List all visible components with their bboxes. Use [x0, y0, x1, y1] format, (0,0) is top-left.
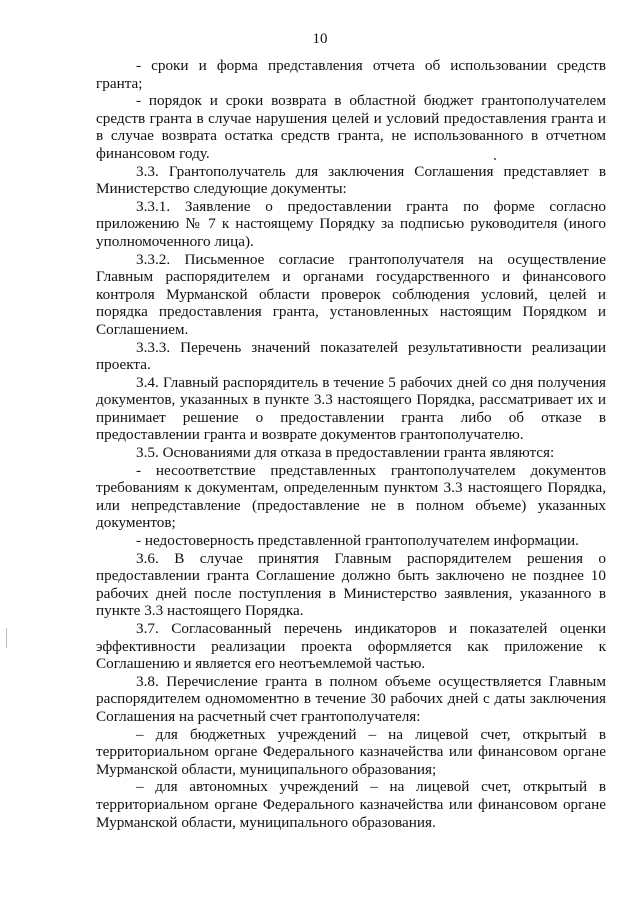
- document-body: [96, 57, 606, 831]
- scan-speck: [494, 158, 496, 160]
- paragraph-3-3-2: 3.3.2. Письменное согласие грантополучателя на осуществление Главным распорядителем и органами государственного и финансового контроля Мурманской области проверок соблюдения условий, целей и порядка предоставления гранта, установленных настоящим Порядком и Соглашением.: [96, 250, 606, 338]
- paragraph-3-3-1: 3.3.1. Заявление о предоставлении гранта по форме согласно приложению № 7 к настоящему Порядку за подписью руководителя (иного уполномоченного лица).: [96, 197, 606, 250]
- paragraph-autonomous-institutions: – для автономных учреждений – на лицевой счет, открытый в территориальном органе Федерального казначейства или финансовом органе Мурманской области, муниципального образования.: [96, 778, 606, 831]
- paragraph-refusal-mismatch: - несоответствие представленных грантополучателем документов требованиям к документам, определенным пунктом 3.3 настоящего Порядка, или непредставление (предоставление не в полном объеме) указанных документов;: [96, 461, 606, 532]
- paragraph-budget-institutions: – для бюджетных учреждений – на лицевой счет, открытый в территориальном органе Федерального казначейства или финансовом органе Мурманской области, муниципального образования;: [96, 725, 606, 778]
- paragraph-3-4: 3.4. Главный распорядитель в течение 5 рабочих дней со дня получения документов, указанных в пункте 3.3 настоящего Порядка, рассматривает их и принимает решение о предоставлении гранта либо об отказе в предоставлении гранта и возврате документов грантополучателю.: [96, 373, 606, 444]
- paragraph-3-3-3: 3.3.3. Перечень значений показателей результативности реализации проекта.: [96, 338, 606, 374]
- paragraph-3-8: 3.8. Перечисление гранта в полном объеме осуществляется Главным распорядителем одномоментно в течение 30 рабочих дней с даты заключения Соглашения на расчетный счет грантополучателя:: [96, 672, 606, 725]
- paragraph-refusal-inaccuracy: - недостоверность представленной грантополучателем информации.: [136, 532, 579, 550]
- paragraph-return-procedure: - порядок и сроки возврата в областной бюджет грантополучателем средств гранта в случае нарушения целей и условий предоставления гранта и в случае возврата остатка средств гранта, не использованного в отчетном финансовом году.: [96, 92, 606, 162]
- paragraph-3-5: 3.5. Основаниями для отказа в предоставлении гранта являются:: [136, 444, 555, 462]
- paragraph-3-6: 3.6. В случае принятия Главным распорядителем решения о предоставлении гранта Соглашение должно быть заключено не позднее 10 рабочих дней после поступления в Министерство заявления, указанного в пункте 3.3 настоящего Порядка.: [96, 549, 606, 620]
- scan-speck: [6, 628, 7, 648]
- paragraph-report-terms: - сроки и форма представления отчета об использовании средств гранта;: [96, 57, 606, 92]
- page-number: 10: [312, 31, 328, 47]
- paragraph-3-7: 3.7. Согласованный перечень индикаторов и показателей оценки эффективности реализации проекта оформляется как приложение к Соглашению и является его неотъемлемой частью.: [96, 620, 606, 673]
- paragraph-3-3: 3.3. Грантополучатель для заключения Соглашения представляет в Министерство следующие документы:: [96, 162, 606, 198]
